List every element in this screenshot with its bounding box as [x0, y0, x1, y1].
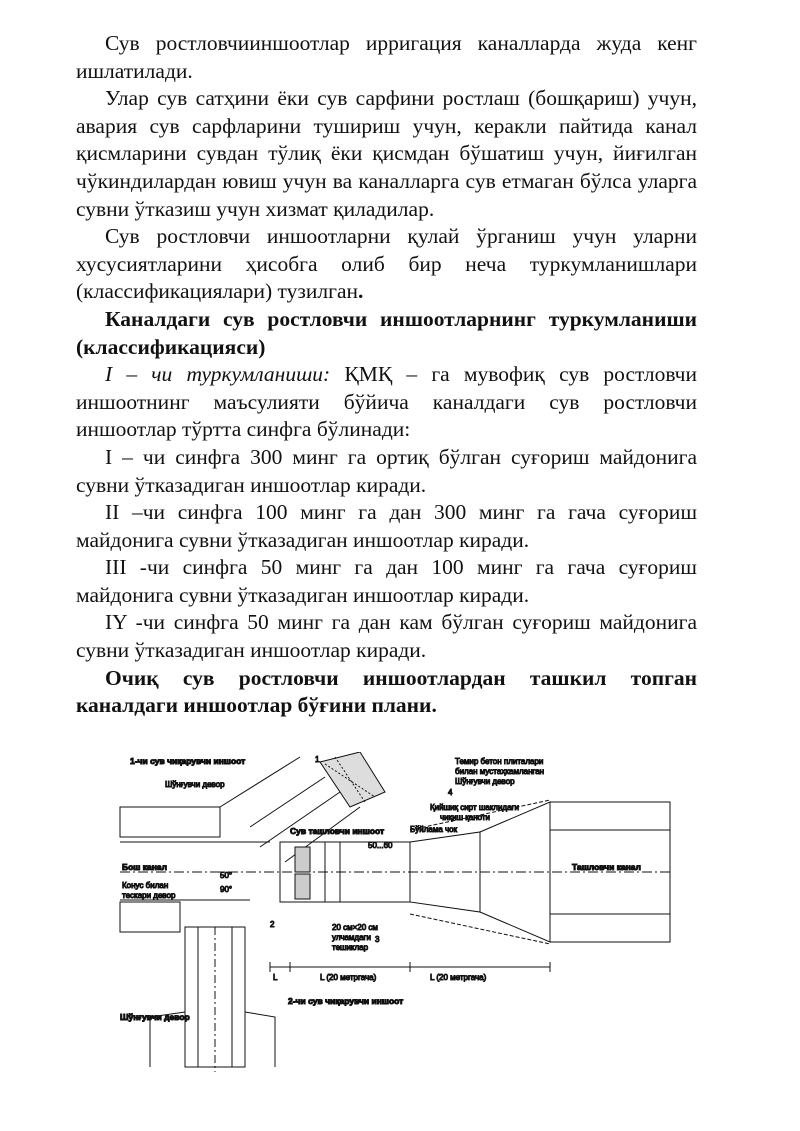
label-discharge-canal: Ташловчи канал — [572, 862, 641, 872]
label-mark-4: 4 — [448, 788, 453, 797]
label-pipe-2: чиқиш қаноти — [440, 813, 491, 822]
label-mark-2: 2 — [270, 920, 275, 929]
outlet-1-wall-c — [260, 792, 340, 847]
text-body — [76, 30, 697, 720]
label-gates-2: улчамдаги — [332, 933, 371, 942]
label-mark-1: 1 — [315, 755, 320, 764]
label-concrete-plates: Темир бетон плиталари — [455, 757, 544, 766]
heading-plan: Очиқ сув ростловчи иншоотлардан ташкил топган каналдаги иншоотлар бўғини плани. — [76, 665, 697, 718]
label-reinforced: билан мустаҳкамланган — [455, 767, 545, 776]
label-along-axis: Бўйлама чок — [410, 825, 458, 834]
paragraph-4 — [76, 361, 697, 444]
paragraph-class-4: IY -чи синфга 50 минг га дан кам бўлган суғориш майдонига сувни ўтказадиган иншоотлар киради. — [76, 610, 697, 663]
paragraph-4-text: ҚМҚ – га мувофиқ сув ростловчи иншоотнинг маъсулияти бўйича каналдаги сув ростловчи иншоотлар тўртта синфга бўлинади: — [76, 362, 697, 442]
gate-1 — [295, 847, 310, 872]
label-l-sq: L — [273, 973, 278, 982]
label-gates: 20 см×20 см — [332, 923, 378, 932]
label-outlet-2: 2-чи сув чиқарувчи иншоот — [288, 996, 404, 1006]
heading-classification: Каналдаги сув ростловчи иншоотларнинг туркумланиши (классификацияси) — [76, 306, 697, 359]
label-gates-3: тешиклар — [332, 943, 369, 952]
label-l-right: L (20 метргача) — [430, 973, 487, 982]
label-pipe: Қийшиқ сирт шаклидаги — [430, 803, 519, 812]
main-canal-bank-bottom — [120, 902, 180, 932]
paragraph-class-1: I – чи синфга 300 минг га ортиқ бўлган суғориш майдонига сувни ўтказадиган иншоотлар киради. — [76, 444, 697, 497]
label-wingwall-right: Шўнғувчи девор — [455, 777, 515, 786]
main-canal-bank-top — [120, 807, 220, 837]
label-angle-90: 90° — [220, 885, 233, 894]
label-mark-3: 3 — [375, 935, 380, 944]
paragraph-3-text: Сув ростловчи иншоотларни қулай ўрганиш учун уларни хусусиятларини ҳисобга олиб бир неча туркумланишлари (классификациялари) тузилган — [76, 224, 697, 304]
gate-2 — [295, 874, 310, 899]
paragraph-4-italic: I – чи туркумланиши: — [105, 362, 331, 387]
canal-structures-plan-figure — [110, 752, 710, 1077]
plan-drawing — [110, 752, 710, 1077]
label-main-canal: Бош канал — [122, 862, 167, 872]
outlet-1-structure — [220, 752, 385, 862]
label-regulator: Сув ташловчи иншоот — [290, 826, 385, 836]
dimension-lines — [270, 962, 550, 972]
outlet-2-structure — [150, 927, 275, 1072]
paragraph-1: Сув ростловчииншоотлар ирригация каналларда жуда кенг ишлатилади. — [76, 31, 697, 83]
label-l-mid: L (20 метргача) — [320, 973, 377, 982]
paragraph-class-3: III -чи синфга 50 минг га дан 100 минг га гача суғориш майдонига сувни ўтказадиган иншоотлар киради. — [76, 555, 697, 607]
label-angle-50: 50° — [220, 871, 233, 880]
label-wingwall-top: Шўнғувчи девор — [165, 780, 225, 789]
label-cone-2: тескари девор — [122, 891, 176, 900]
label-dim-50-60: 50...60 — [368, 841, 393, 850]
label-wingwall-bottom: Шўнғувчи девор — [120, 1012, 190, 1022]
outlet-1-wall-b — [250, 777, 325, 827]
paragraph-3 — [76, 223, 697, 306]
label-outlet-1: 1-чи сув чиқарувчи иншоот — [130, 756, 246, 766]
label-cone: Конус билан — [122, 881, 169, 890]
paragraph-2: Улар сув сатҳини ёки сув сарфини ростлаш (бошқариш) учун, авария сув сарфларини тушириш учун, керакли пайтида канал қисмларини сувдан тўлиқ ёки қисмдан бўшатиш учун, йиғилган чўкиндилардан ювиш учун ва каналларга сув етмаган бўлса уларга сувни ўтказиш учун хизмат қиладилар. — [76, 86, 697, 221]
paragraph-class-2: II –чи синфга 100 минг га дан 300 минг га гача суғориш майдонига сувни ўтказадиган иншоотлар киради. — [76, 500, 697, 552]
paragraph-3-end: . — [358, 279, 364, 304]
